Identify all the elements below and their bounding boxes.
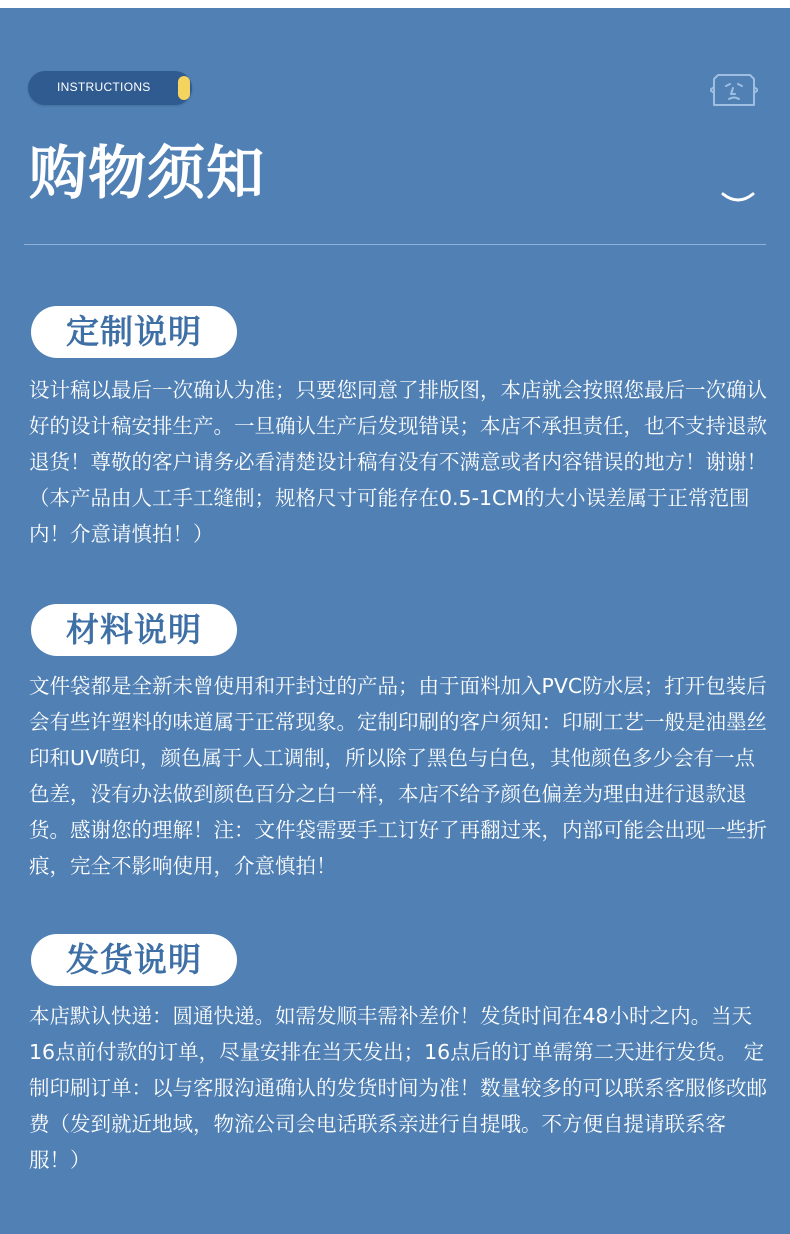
- section-heading-text: 定制说明: [66, 312, 202, 351]
- section-body-customization: 设计稿以最后一次确认为准；只要您同意了排版图，本店就会按照您最后一次确认好的设计稿安排生产。一旦确认生产后发现错误；本店不承担责任，也不支持退款退货！尊敬的客户请务必看清楚设计稿有没有不满意或者内容错误的地方！谢谢！（本产品由人工手工缝制；规格尺寸可能存在0.5-1CM的大小误差属于正常范围内！介意请慎拍！）: [29, 378, 767, 546]
- section-body-shipping: 本店默认快递：圆通快递。如需发顺丰需补差价！发货时间在48小时之内。当天16点前付款的订单，尽量安排在当天发出；16点后的订单需第二天进行发货。 定制印刷订单：以与客服沟通确认的发货时间为准！数量较多的可以联系客服修改邮费（发到就近地域，物流公司会电话联系亲进行自提哦。不方便自提请联系客服！）: [29, 1004, 767, 1172]
- page-title: 购物须知: [29, 139, 266, 207]
- section-heading-shipping: [31, 934, 237, 986]
- section-body-materials: 文件袋都是全新未曾使用和开封过的产品；由于面料加入PVC防水层；打开包装后会有些许塑料的味道属于正常现象。定制印刷的客户须知：印刷工艺一般是油墨丝印和UV喷印，颜色属于人工调制，所以除了黑色与白色，其他颜色多少会有一点色差，没有办法做到颜色百分之白一样，本店不给予颜色偏差为理由进行退款退货。感谢您的理解！注：文件袋需要手工订好了再翻过来，内部可能会出现一些折痕，完全不影响使用，介意慎拍！: [29, 674, 767, 878]
- face-icon: [710, 70, 758, 110]
- section-heading-customization: [31, 306, 237, 358]
- instructions-badge-label: INSTRUCTIONS: [57, 80, 151, 94]
- section-heading-text: 材料说明: [66, 610, 202, 649]
- badge-dot: [178, 76, 190, 100]
- section-heading-text: 发货说明: [66, 940, 202, 979]
- smile-icon: [720, 188, 756, 208]
- shopping-notice-page: [0, 8, 790, 1234]
- instructions-badge: [28, 71, 192, 105]
- section-heading-materials: [31, 604, 237, 656]
- header-divider: [24, 244, 766, 245]
